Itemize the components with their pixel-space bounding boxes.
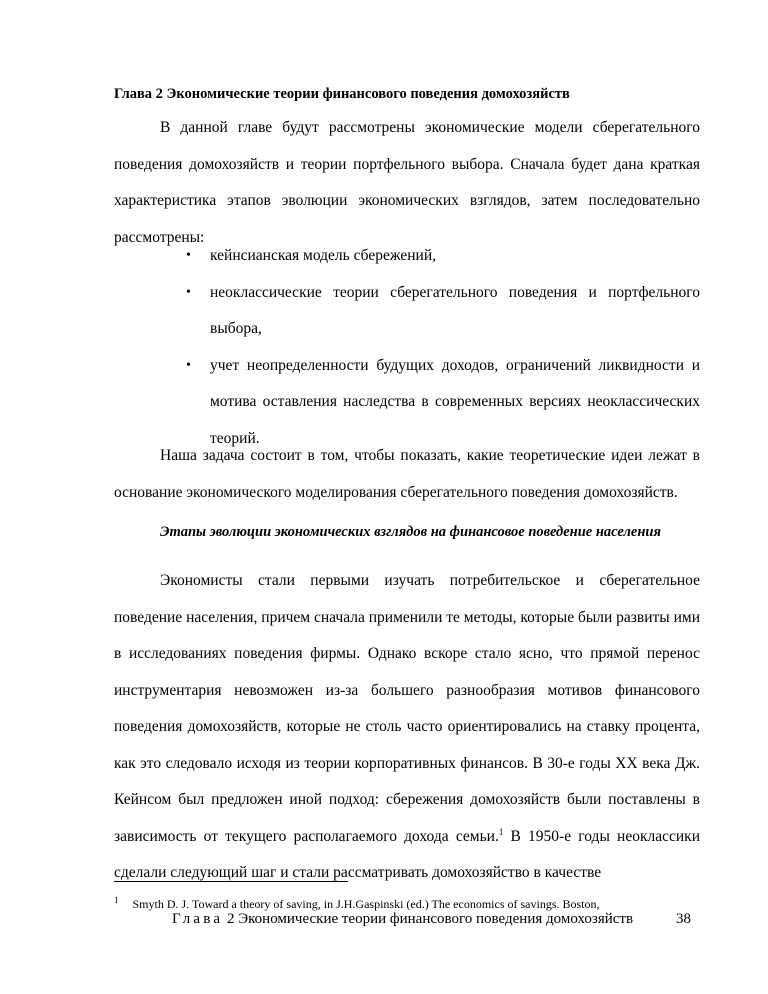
topics-list — [114, 238, 700, 457]
section-subheading: Этапы эволюции экономических взглядов на финансовое поведение населения — [160, 524, 661, 540]
list-item-text: кейнсианская модель сбережений, — [210, 247, 436, 264]
page-number: 38 — [676, 911, 691, 927]
list-item — [114, 275, 700, 348]
list-item-text: неоклассические теории сберегательного поведения и портфельного выбора, — [210, 283, 700, 337]
running-footer-title: 2 Экономические теории финансового поведения домохозяйств — [223, 911, 634, 927]
body-paragraph-text-continued: В 1950-е годы неоклассики сделали следующий шаг и стали рассматривать домохозяйство в качестве — [114, 827, 700, 881]
footnote — [114, 892, 700, 912]
task-paragraph — [114, 438, 700, 511]
footnote-divider — [114, 881, 348, 882]
running-footer — [172, 911, 633, 928]
footnote-text: Smyth D. J. Toward a theory of saving, in J.H.Gaspinski (ed.) The economics of savings. Boston, — [132, 897, 600, 911]
list-item — [114, 238, 700, 275]
running-footer-spaced: Глава — [172, 911, 224, 927]
footnote-number: 1 — [114, 895, 119, 905]
intro-paragraph-text: В данной главе будут рассмотрены экономические модели сберегательного поведения домохозяйств и теории портфельного выбора. Сначала будет дана краткая характеристика этапов эволюции экономических взглядов, затем последовательно рассмотрены: — [114, 119, 700, 246]
list-item-text: учет неопределенности будущих доходов, ограничений ликвидности и мотива оставления наследства в современных версиях неоклассических теорий. — [210, 356, 700, 447]
footnote-reference[interactable]: 1 — [498, 826, 504, 837]
task-paragraph-text: Наша задача состоит в том, чтобы показать, какие теоретические идеи лежат в основание экономического моделирования сберегательного поведения домохозяйств. — [114, 447, 700, 501]
chapter-heading: Глава 2 Экономические теории финансового поведения домохозяйств — [114, 86, 570, 102]
body-paragraph-text: Экономисты стали первыми изучать потребительское и сберегательное поведение населения, причем сначала применили те методы, которые были развиты ими в исследованиях поведения фирмы. Однако вскоре стало ясно, что прямой перенос инструментария невозможен из-за большего разнообразия мотивов финансового поведения домохозяйств, которые не столь часто ориентировались на ставку процента, как это следовало исходя из теории корпоративных финансов. В 30-е годы XX века Дж. Кейнсом был предложен иной подход: сбережения домохозяйств были поставлены в зависимость от текущего располагаемого дохода семьи. — [114, 572, 700, 845]
bullet-icon: • — [186, 284, 191, 300]
bullet-icon: • — [186, 357, 191, 373]
bullet-icon: • — [186, 248, 191, 263]
body-paragraph — [114, 563, 700, 892]
intro-paragraph — [114, 110, 700, 256]
